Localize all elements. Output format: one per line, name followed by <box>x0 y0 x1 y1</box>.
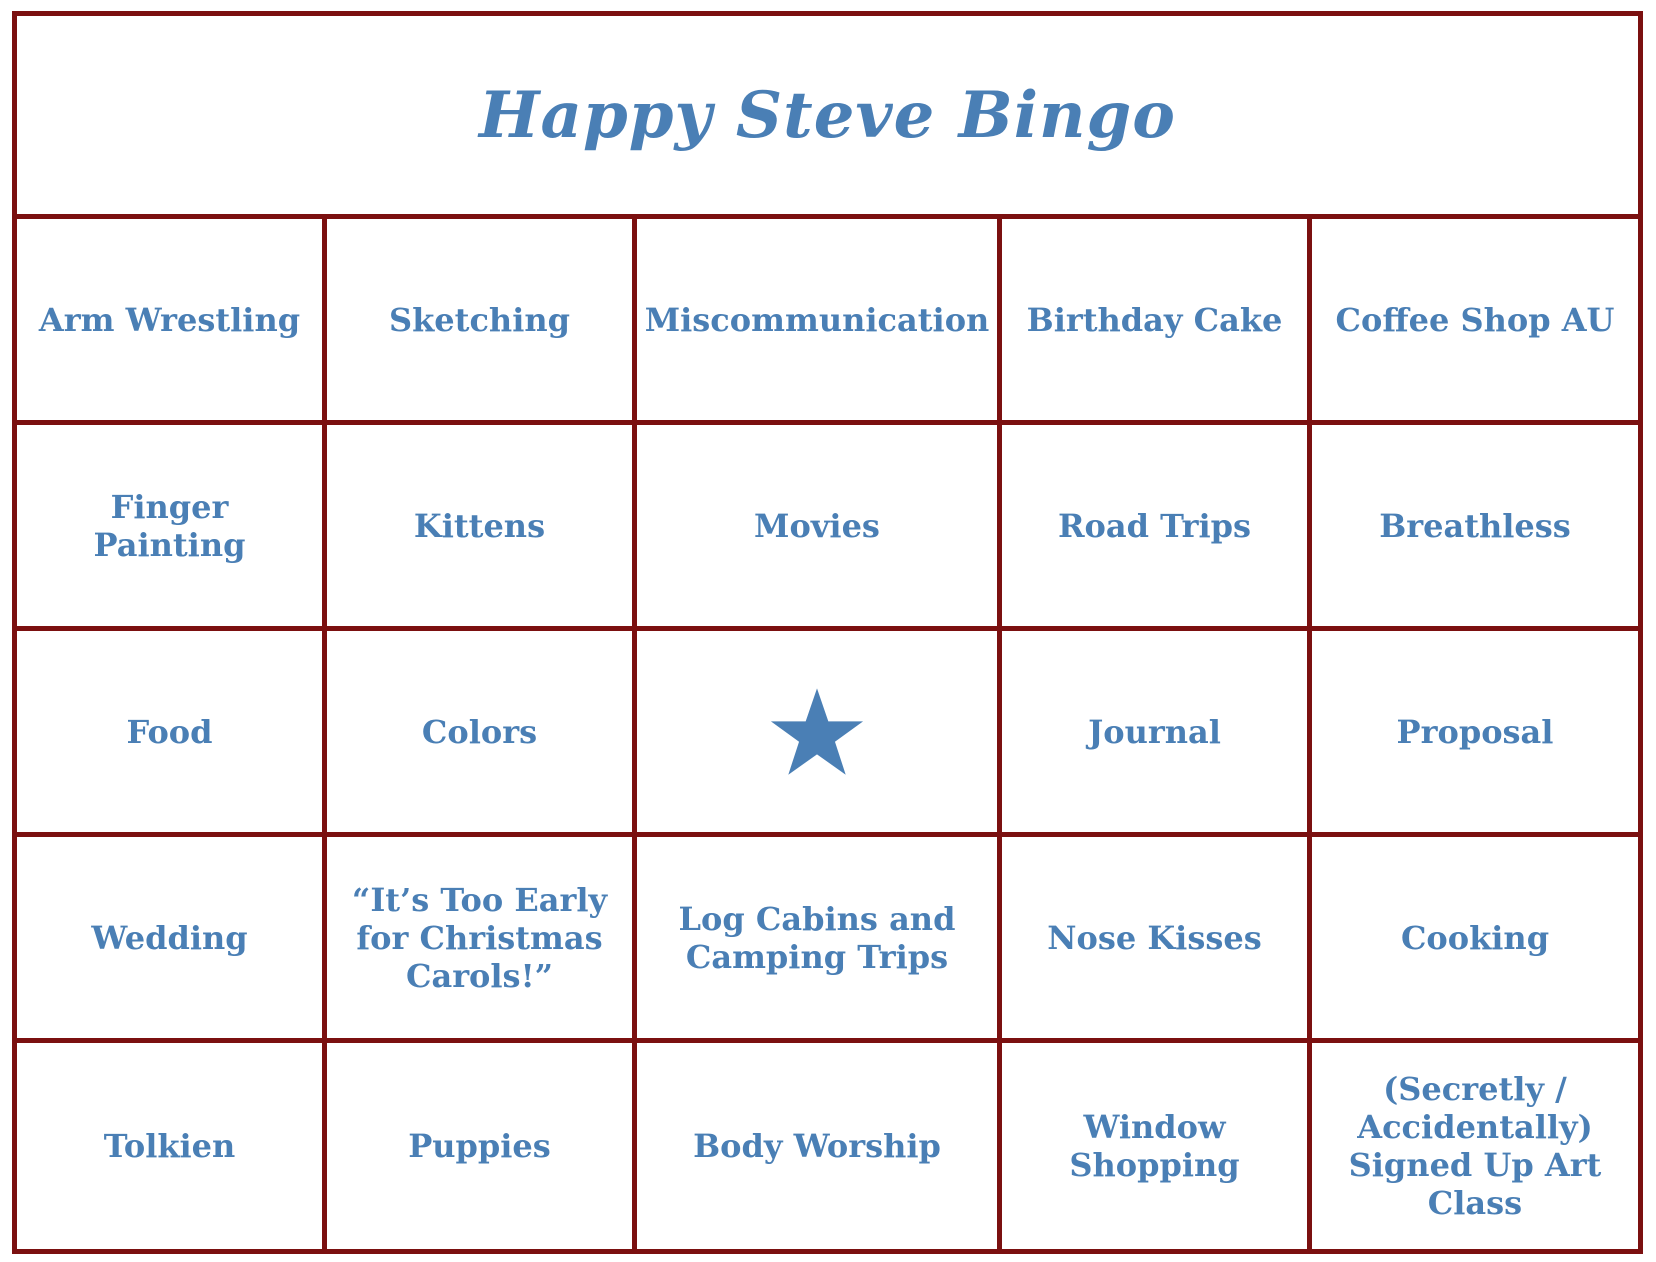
bingo-cell[interactable]: Coffee Shop AU <box>1312 219 1638 425</box>
bingo-cell[interactable]: Food <box>17 631 327 837</box>
bingo-cell[interactable]: Colors <box>327 631 637 837</box>
bingo-cell[interactable]: Miscommunication <box>637 219 1002 425</box>
bingo-cell[interactable]: Finger Painting <box>17 425 327 631</box>
bingo-cell[interactable]: Wedding <box>17 837 327 1043</box>
bingo-cell[interactable]: Proposal <box>1312 631 1638 837</box>
title-row <box>17 16 1638 219</box>
bingo-cell[interactable]: Sketching <box>327 219 637 425</box>
bingo-cell[interactable]: Cooking <box>1312 837 1638 1043</box>
bingo-cell[interactable]: Arm Wrestling <box>17 219 327 425</box>
bingo-cell[interactable]: Movies <box>637 425 1002 631</box>
bingo-cell[interactable]: Nose Kisses <box>1002 837 1312 1043</box>
star-icon <box>769 686 865 778</box>
board-title: Happy Steve Bingo <box>479 77 1176 153</box>
bingo-cell[interactable]: (Secretly / Accidentally) Signed Up Art Class <box>1348 1070 1602 1222</box>
bingo-cell[interactable]: “It’s Too Early for Christmas Carols!” <box>327 837 637 1043</box>
bingo-cell[interactable]: Window Shopping <box>1002 1043 1312 1249</box>
bingo-cell[interactable]: Birthday Cake <box>1002 219 1312 425</box>
bingo-cell[interactable]: Puppies <box>327 1043 637 1249</box>
bingo-cell[interactable]: Breathless <box>1312 425 1638 631</box>
bingo-cell[interactable]: Kittens <box>327 425 637 631</box>
bingo-cell[interactable]: Journal <box>1002 631 1312 837</box>
free-space-cell[interactable] <box>637 631 1002 837</box>
bingo-cell[interactable]: Log Cabins and Camping Trips <box>637 837 1002 1043</box>
bingo-cell[interactable]: Tolkien <box>17 1043 327 1249</box>
bingo-cell[interactable]: Body Worship <box>637 1043 1002 1249</box>
bingo-board <box>12 11 1643 1254</box>
bingo-grid <box>17 219 1638 1249</box>
bingo-cell[interactable]: Road Trips <box>1002 425 1312 631</box>
